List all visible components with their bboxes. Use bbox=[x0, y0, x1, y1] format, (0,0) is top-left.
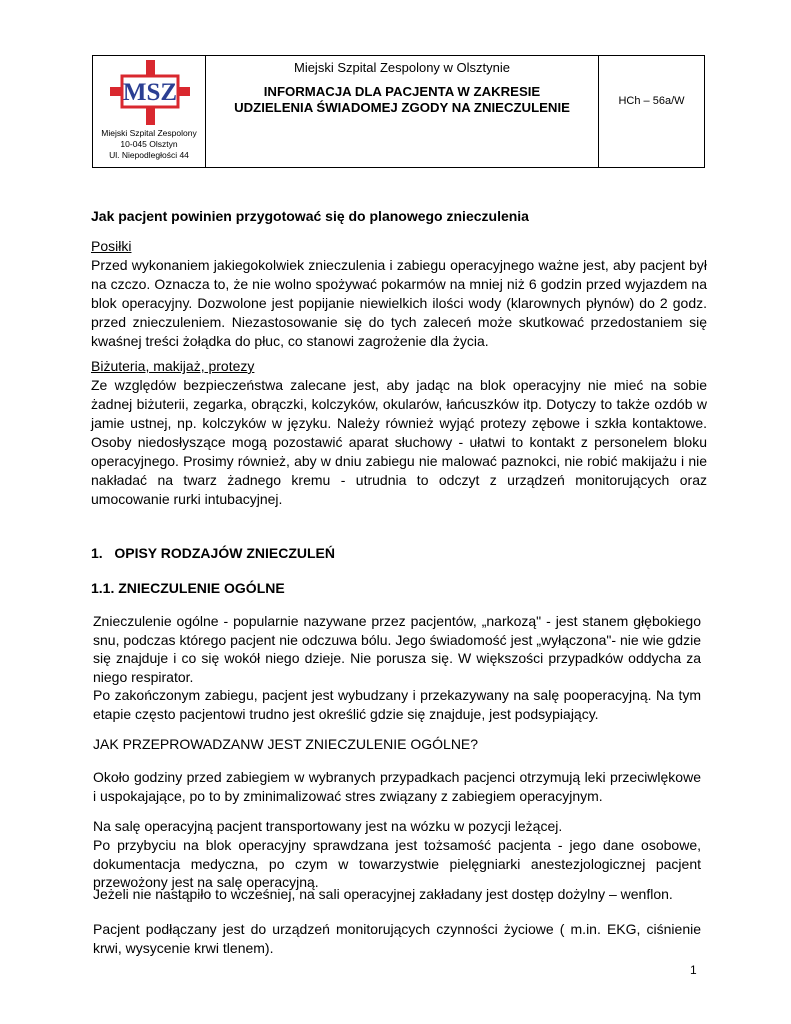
address-line: 10-045 Olsztyn bbox=[120, 139, 178, 149]
procedure-paragraph: Jeżeli nie nastąpiło to wcześniej, na sali operacyjnej zakładany jest dostęp dożylny – wenflon. bbox=[93, 886, 673, 902]
how-heading: JAK PRZEPROWADZANW JEST ZNIECZULENIE OGÓLNE? bbox=[93, 736, 479, 752]
procedure-paragraph: Pacjent podłączany jest do urządzeń monitorujących czynności życiowe ( m.in. EKG, ciśnienie krwi, wysycenie krwi tlenem). bbox=[93, 921, 701, 956]
header-logo-cell bbox=[93, 56, 206, 167]
main-heading: Jak pacjent powinien przygotować się do planowego znieczulenia bbox=[91, 208, 529, 224]
section-1-1-heading: 1.1. ZNIECZULENIE OGÓLNE bbox=[91, 580, 285, 596]
header-title-cell bbox=[206, 56, 599, 167]
section-1-heading: 1. OPISY RODZAJÓW ZNIECZULEŃ bbox=[91, 545, 335, 561]
hospital-logo bbox=[110, 60, 190, 125]
document-code: HCh – 56a/W bbox=[618, 95, 685, 107]
page-number: 1 bbox=[690, 963, 697, 977]
document-title-line: UDZIELENIA ŚWIADOMEJ ZGODY NA ZNIECZULENIE bbox=[234, 100, 570, 115]
jewelry-paragraph: Ze względów bezpieczeństwa zalecane jest, aby jadąc na blok operacyjny nie mieć na sobie żadnej biżuterii, zegarka, obrączki, kolczyków, okularów, łańcuszków itp. Dotyczy to także ozdób w jamie ustnej, np. kolczyków w języku. Należy również wyjąć protezy zębowe i szkła kontaktowe. Osoby niedosłyszące mogą pozostawić aparat słuchowy - ułatwi to kontakt z personelem bloku operacyjnego. Prosimy również, aby w dniu zabiegu nie malować paznokci, nie robić makijażu i nie nakładać na twarz żadnego kremu - utrudnia to odczyt z urządzeń monitorujących oraz umocowanie rurki intubacyjnej. bbox=[91, 377, 707, 507]
meals-heading: Posiłki bbox=[91, 238, 132, 254]
document-header bbox=[92, 55, 705, 168]
document-title bbox=[206, 84, 598, 116]
meals-paragraph: Przed wykonaniem jakiegokolwiek znieczulenia i zabiegu operacyjnego ważne jest, aby pacjent był na czczo. Oznacza to, że nie wolno spożywać pokarmów na mniej niż 6 godzin przed wyjazdem na blok operacyjny. Dozwolone jest popijanie niewielkich ilości wody (klarownych płynów) do 2 godz. przed znieczuleniem. Niezastosowanie się do tych zaleceń może skutkować przedostaniem się kwaśnej treści żołądka do płuc, co stanowi zagrożenie dla życia. bbox=[91, 257, 707, 349]
procedure-paragraph: Po przybyciu na blok operacyjny sprawdzana jest tożsamość pacjenta - jego dane osobowe, dokumentacja medyczna, po czym w towarzystwie pielęgniarki anestezjologicznej pacjent przewożony jest na salę operacyjną. bbox=[93, 837, 701, 891]
jewelry-heading: Biżuteria, makijaż, protezy bbox=[91, 358, 255, 374]
address-line: Ul. Niepodległości 44 bbox=[109, 150, 189, 160]
document-title-line: INFORMACJA DLA PACJENTA W ZAKRESIE bbox=[263, 84, 541, 99]
general-anesthesia-paragraph: Po zakończonym zabiegu, pacjent jest wybudzany i przekazywany na salę pooperacyjną. Na tym etapie często pacjentowi trudno jest określić gdzie się znajduje, jest podsypiający. bbox=[93, 687, 701, 722]
hospital-address bbox=[93, 128, 205, 161]
logo-lettering: MSZ bbox=[122, 79, 178, 106]
procedure-paragraph: Na salę operacyjną pacjent transportowany jest na wózku w pozycji leżącej. bbox=[93, 818, 563, 834]
hospital-name: Miejski Szpital Zespolony w Olsztynie bbox=[293, 60, 511, 75]
procedure-paragraph: Około godziny przed zabiegiem w wybranych przypadkach pacjenci otrzymują leki przeciwlękowe i uspokajające, po to by zminimalizować stres związany z zabiegiem operacyjnym. bbox=[93, 769, 701, 804]
address-line: Miejski Szpital Zespolony bbox=[101, 128, 197, 138]
header-code-cell bbox=[599, 56, 704, 167]
general-anesthesia-paragraph: Znieczulenie ogólne - popularnie nazywane przez pacjentów, „narkozą" - jest stanem głębokiego snu, podczas którego pacjent nie odczuwa bólu. Jego świadomość jest „wyłączona"- nie wie gdzie się znajduje i co się wokół niego dzieje. Nie porusza się. W większości przypadków oddycha za niego respirator. bbox=[93, 613, 701, 685]
